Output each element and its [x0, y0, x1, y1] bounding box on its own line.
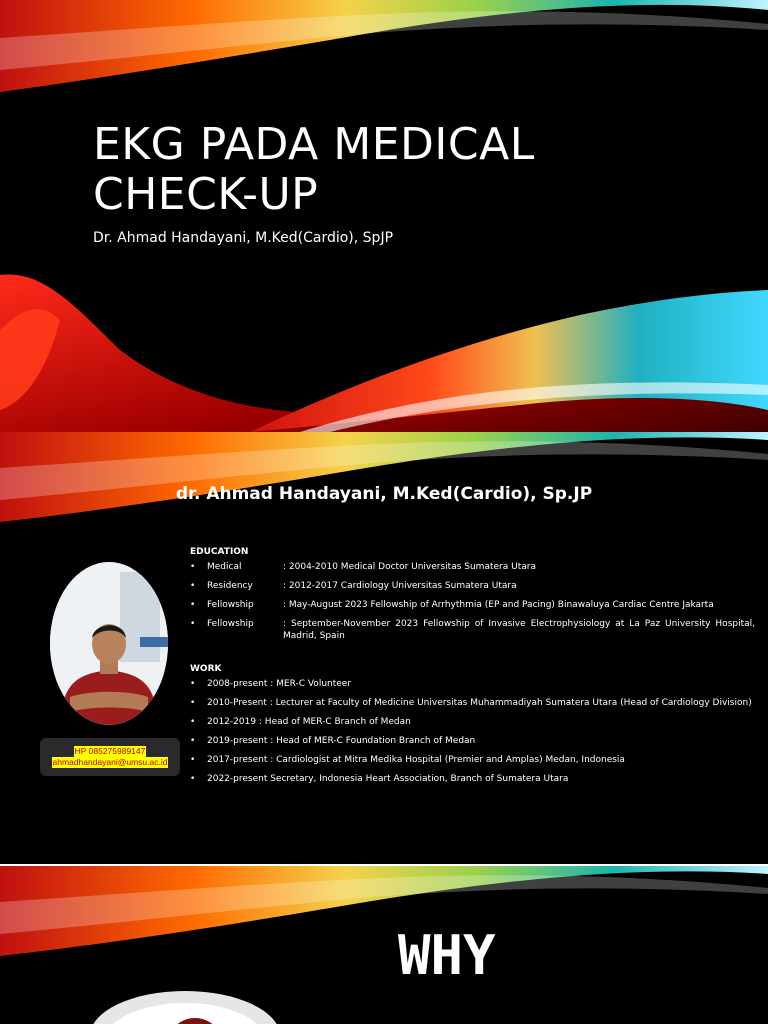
why-slide — [0, 866, 768, 1024]
education-value: : September-November 2023 Fellowship of Invasive Electrophysiology at La Paz University Hospital, Madrid, Spain — [283, 619, 755, 641]
cv-content — [190, 547, 755, 792]
education-item — [190, 561, 755, 573]
work-item: • 2010-Present : Lecturer at Faculty of Medicine Universitas Muhammadiyah Sumatera Utara (Head of Cardiology Division) — [190, 697, 755, 709]
education-value: : May-August 2023 Fellowship of Arrhythmia (EP and Pacing) Binawaluya Cardiac Centre Jakarta — [283, 600, 714, 610]
work-item: • 2017-present : Cardiologist at Mitra Medika Hospital (Premier and Amplas) Medan, Indonesia — [190, 754, 755, 766]
work-list — [190, 678, 755, 785]
swoosh-background — [0, 866, 768, 1024]
title-slide — [0, 0, 768, 432]
bio-slide — [0, 432, 768, 864]
profile-photo — [50, 562, 168, 725]
education-heading: EDUCATION — [190, 547, 249, 557]
education-list — [190, 561, 755, 642]
education-label: • Fellowship — [207, 619, 254, 629]
work-item: • 2019-present : Head of MER-C Foundation Branch of Medan — [190, 735, 755, 747]
contact-box — [40, 738, 180, 776]
why-title: WHY — [398, 924, 496, 987]
contact-phone: HP 085275989147 — [74, 746, 146, 756]
education-item — [190, 580, 755, 592]
education-label: • Medical — [207, 562, 242, 572]
work-heading: WORK — [190, 664, 222, 674]
education-item — [190, 599, 755, 611]
education-item — [190, 618, 755, 642]
education-label: • Residency — [207, 581, 253, 591]
work-item: • 2012-2019 : Head of MER-C Branch of Medan — [190, 716, 755, 728]
work-item: • 2022-present Secretary, Indonesia Heart Association, Branch of Sumatera Utara — [190, 773, 755, 785]
presentation-title: EKG PADA MEDICAL CHECK-UP — [93, 119, 535, 220]
bio-title: dr. Ahmad Handayani, M.Ked(Cardio), Sp.JP — [175, 484, 593, 504]
education-label: • Fellowship — [207, 600, 254, 610]
contact-email[interactable]: ahmadhandayani@umsu.ac.id — [52, 757, 168, 767]
work-item: • 2008-present : MER-C Volunteer — [190, 678, 755, 690]
education-value: : 2004-2010 Medical Doctor Universitas Sumatera Utara — [283, 562, 536, 572]
presenter-name: Dr. Ahmad Handayani, M.Ked(Cardio), SpJP — [93, 230, 394, 246]
education-value: : 2012-2017 Cardiology Universitas Sumatera Utara — [283, 581, 517, 591]
